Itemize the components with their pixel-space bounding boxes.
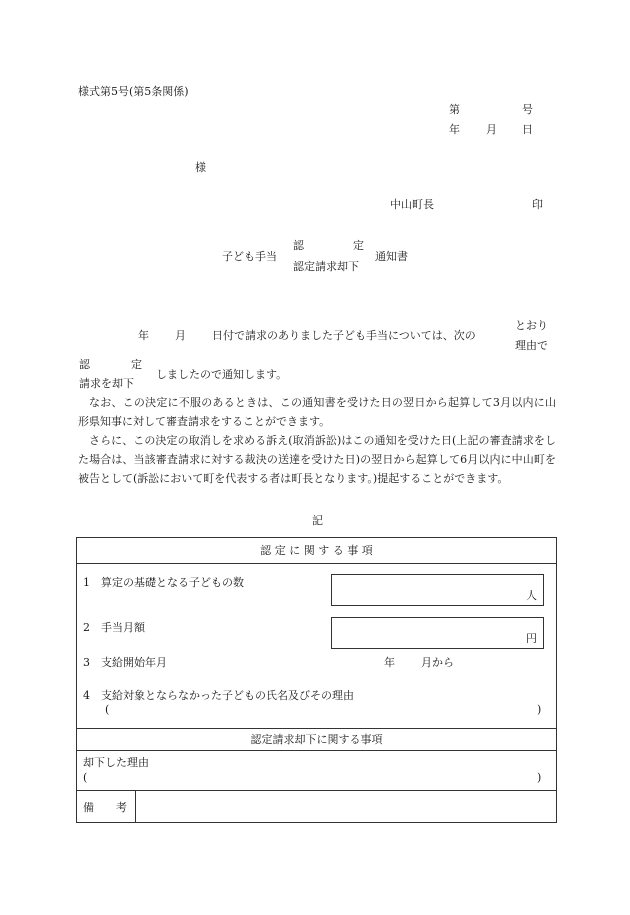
title-suffix: 通知書 xyxy=(375,250,408,263)
intro-month: 月 xyxy=(175,329,186,342)
item2-label: 2 手当月額 xyxy=(83,621,145,634)
remarks-divider xyxy=(135,790,136,823)
date-year: 年 xyxy=(449,123,460,136)
title-option-approve-1: 認 xyxy=(293,239,304,252)
title-option-approve-2: 定 xyxy=(353,239,364,252)
doc-number-prefix: 第 xyxy=(449,103,460,116)
item3-year: 年 xyxy=(384,656,395,669)
reject-reason-label: 却下した理由 xyxy=(83,756,149,769)
item4-label: 4 支給対象とならなかった子どもの氏名及びその理由 xyxy=(83,689,354,702)
date-day: 日 xyxy=(522,123,533,136)
child-count-field[interactable] xyxy=(331,574,544,606)
item3-label: 3 支給開始年月 xyxy=(83,656,167,669)
monthly-amount-unit: 円 xyxy=(526,632,537,645)
reject-section-header: 認定請求却下に関する事項 xyxy=(77,729,556,751)
ki-label: 記 xyxy=(312,514,323,527)
option-as: とおり xyxy=(515,319,548,332)
addressee-suffix: 様 xyxy=(195,161,206,174)
date-month: 月 xyxy=(486,123,497,136)
doc-number-suffix: 号 xyxy=(522,103,533,116)
details-table xyxy=(76,537,557,823)
intro-text: 日付で請求のありました子ども手当については、次の xyxy=(212,329,476,342)
issuer-name: 中山町長 xyxy=(390,198,434,211)
item4-paren-open: ( xyxy=(105,703,110,716)
intro-year: 年 xyxy=(138,329,149,342)
issuer-seal: 印 xyxy=(532,198,543,211)
body-option-approve-1: 認 xyxy=(79,358,90,371)
monthly-amount-field[interactable] xyxy=(331,617,544,649)
body-paragraphs xyxy=(78,393,556,488)
remarks-label: 備 考 xyxy=(83,801,127,814)
title-option-reject: 認定請求却下 xyxy=(293,260,359,273)
option-reason: 理由で xyxy=(515,339,548,352)
item1-label: 1 算定の基礎となる子どもの数 xyxy=(83,576,244,589)
reject-paren-close: ) xyxy=(537,771,542,784)
body-option-approve-2: 定 xyxy=(131,358,142,371)
title-prefix: 子ども手当 xyxy=(222,250,277,263)
approve-section-header: 認 定 に 関 す る 事 項 xyxy=(77,538,556,564)
divider xyxy=(77,790,556,791)
form-number: 様式第5号(第5条関係) xyxy=(78,85,189,98)
item3-month: 月から xyxy=(421,656,454,669)
child-count-unit: 人 xyxy=(526,589,537,602)
body-option-reject: 請求を却下 xyxy=(79,377,134,390)
item4-paren-close: ) xyxy=(537,703,542,716)
appeal-paragraph: なお、この決定に不服のあるときは、この通知書を受けた日の翌日から起算して3月以内に山形県知事に対して審査請求をすることができます。 xyxy=(78,396,556,428)
reject-paren-open: ( xyxy=(83,771,88,784)
notify-text: しましたので通知します。 xyxy=(156,368,288,381)
lawsuit-paragraph: さらに、この決定の取消しを求める訴え(取消訴訟)はこの通知を受けた日(上記の審査請求をした場合は、当該審査請求に対する裁決の送達を受けた日)の翌日から起算して6月以内に中山町を被告として(訴訟において町を代表する者は町長となります。)提起することができます。 xyxy=(78,434,556,485)
